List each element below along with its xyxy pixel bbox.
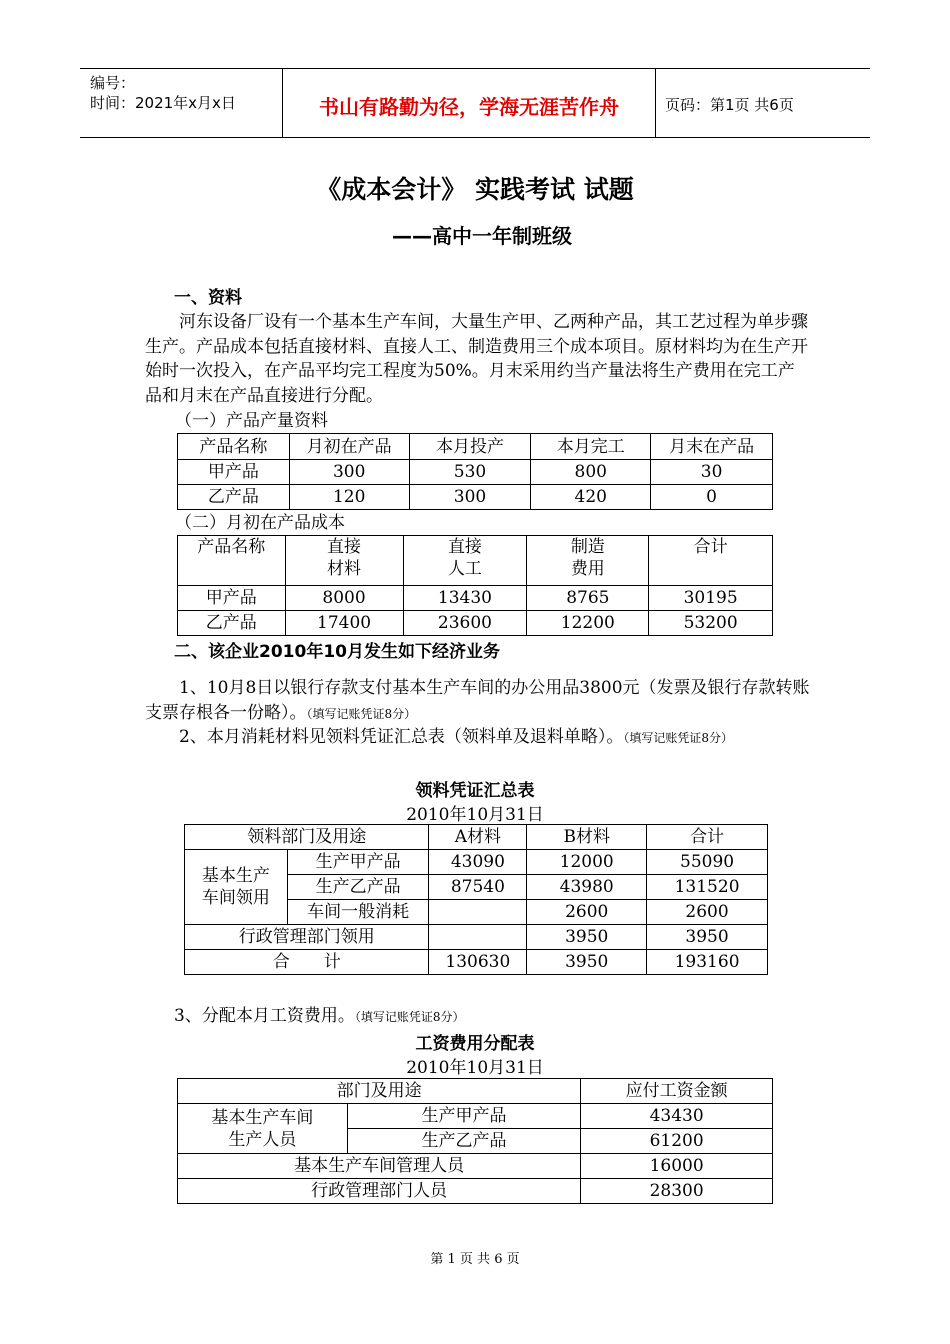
table-cell: 420 [531, 485, 651, 510]
table-row [178, 1179, 773, 1204]
table-cell: 13430 [403, 586, 527, 611]
table-header-cell: A材料 [429, 825, 527, 850]
group-label-cell: 基本生产车间领用 [185, 850, 288, 925]
table-cell: 87540 [429, 875, 527, 900]
table-header-cell: 领料部门及用途 [185, 825, 429, 850]
table-cell: 3950 [527, 950, 647, 975]
table-header-cell: 月末在产品 [651, 434, 773, 460]
table-cell: 合 计 [185, 950, 429, 975]
table-cell: 8765 [527, 586, 649, 611]
table-header-row [185, 825, 768, 850]
table-cell: 17400 [285, 611, 403, 636]
table-cell: 行政管理部门人员 [178, 1179, 581, 1204]
table-header-cell: 部门及用途 [178, 1079, 581, 1104]
code-label: 编号： [90, 74, 136, 92]
table-row [178, 611, 773, 636]
table-cell: 2600 [647, 900, 768, 925]
table-header-cell: 应付工资金额 [581, 1079, 773, 1104]
table-row [178, 460, 773, 485]
table-header-cell: 合计 [647, 825, 768, 850]
table-header-cell: 直接材料 [285, 536, 403, 586]
item2-note: （填写记账凭证8分） [623, 731, 733, 745]
table-cell: 乙产品 [178, 611, 286, 636]
header-page-info: 页码：第1页 共6页 [665, 96, 794, 114]
table-header-cell: B材料 [527, 825, 647, 850]
table-cell: 生产乙产品 [347, 1129, 581, 1154]
item2-text [145, 725, 810, 751]
table-cell: 12200 [527, 611, 649, 636]
item3-body: 3、分配本月工资费用。 [174, 1006, 355, 1026]
table-header-cell: 本月完工 [531, 434, 651, 460]
table-cell: 生产甲产品 [287, 850, 429, 875]
table-cell: 131520 [647, 875, 768, 900]
table-cell: 车间一般消耗 [287, 900, 429, 925]
header-meta [90, 73, 282, 113]
table-cell: 8000 [285, 586, 403, 611]
table-cell: 生产乙产品 [287, 875, 429, 900]
group-label-cell: 基本生产车间生产人员 [178, 1104, 348, 1154]
table-cell: 193160 [647, 950, 768, 975]
table-row [185, 925, 768, 950]
table-cell: 43090 [429, 850, 527, 875]
table-header-cell: 直接人工 [403, 536, 527, 586]
table-cell: 16000 [581, 1154, 773, 1179]
table-header-cell: 制造费用 [527, 536, 649, 586]
table-cell: 基本生产车间管理人员 [178, 1154, 581, 1179]
table-cell: 53200 [649, 611, 773, 636]
table4-date: 2010年10月31日 [406, 1058, 544, 1078]
table-row [178, 586, 773, 611]
table-cell: 130630 [429, 950, 527, 975]
wage-allocation-table [177, 1078, 773, 1204]
table-cell: 23600 [403, 611, 527, 636]
table-cell: 0 [651, 485, 773, 510]
table-header-cell: 本月投产 [409, 434, 531, 460]
table1-caption: （一）产品产量资料 [175, 411, 328, 431]
table-header-cell: 月初在产品 [289, 434, 409, 460]
table-cell: 3950 [527, 925, 647, 950]
page-footer: 第 1 页 共 6 页 [430, 1252, 520, 1267]
item2-body: 2、本月消耗材料见领料凭证汇总表（领料单及退料单略）。 [179, 727, 624, 747]
item1-text [145, 676, 810, 726]
table-row [178, 485, 773, 510]
table-cell: 55090 [647, 850, 768, 875]
table-row [185, 850, 768, 875]
table-header-cell: 产品名称 [178, 434, 290, 460]
table-cell: 甲产品 [178, 460, 290, 485]
table-cell: 800 [531, 460, 651, 485]
table-cell: 120 [289, 485, 409, 510]
header-divider [655, 69, 656, 137]
initial-cost-table [177, 535, 773, 636]
table-cell: 12000 [527, 850, 647, 875]
item3-text [174, 1004, 464, 1029]
table-cell: 30 [651, 460, 773, 485]
item1-note: （填写记账凭证8分） [306, 706, 417, 721]
table-cell: 61200 [581, 1129, 773, 1154]
date-label: 时间：2021年x月x日 [90, 94, 236, 112]
table3-date: 2010年10月31日 [406, 805, 544, 825]
document-subtitle: ——高中一年制班级 [392, 224, 572, 248]
table-cell: 530 [409, 460, 531, 485]
table4-title: 工资费用分配表 [415, 1034, 535, 1054]
section1-heading: 一、资料 [174, 288, 242, 308]
table-total-row [185, 950, 768, 975]
table-cell: 甲产品 [178, 586, 286, 611]
item3-note: （填写记账凭证8分） [354, 1010, 465, 1024]
table-cell: 生产甲产品 [347, 1104, 581, 1129]
table-header-row [178, 1079, 773, 1104]
page-header [80, 68, 870, 138]
table-header-cell: 合计 [649, 536, 773, 586]
table-cell: 30195 [649, 586, 773, 611]
table-cell: 28300 [581, 1179, 773, 1204]
table-cell: 300 [289, 460, 409, 485]
table-cell [429, 925, 527, 950]
material-summary-table [184, 824, 768, 975]
table-row [178, 1154, 773, 1179]
table-header-cell: 产品名称 [178, 536, 286, 586]
table2-caption: （二）月初在产品成本 [175, 513, 345, 533]
table-header-row [178, 434, 773, 460]
table-cell: 43430 [581, 1104, 773, 1129]
table-cell: 43980 [527, 875, 647, 900]
table-cell: 乙产品 [178, 485, 290, 510]
production-table [177, 433, 773, 510]
table-cell: 300 [409, 485, 531, 510]
table-cell: 3950 [647, 925, 768, 950]
table-cell: 行政管理部门领用 [185, 925, 429, 950]
document-title: 《成本会计》 实践考试 试题 [316, 175, 634, 204]
table-cell [429, 900, 527, 925]
section2-heading: 二、该企业2010年10月发生如下经济业务 [174, 642, 500, 662]
table-cell: 2600 [527, 900, 647, 925]
header-motto: 书山有路勤为径，学海无涯苦作舟 [319, 95, 619, 119]
item1-body: 1、10月8日以银行存款支付基本生产车间的办公用品3800元（发票及银行存款转账支票存根各一份略）。 [145, 678, 810, 723]
section1-paragraph: 河东设备厂设有一个基本生产车间，大量生产甲、乙两种产品，其工艺过程为单步骤生产。产品成本包括直接材料、直接人工、制造费用三个成本项目。原材料均为在生产开始时一次投入，在产品平均完工程度为50%。月末采用约当产量法将生产费用在完工产品和月末在产品直接进行分配。 [145, 312, 808, 406]
table-header-row [178, 536, 773, 586]
table3-title: 领料凭证汇总表 [415, 781, 535, 801]
table-row [178, 1104, 773, 1129]
